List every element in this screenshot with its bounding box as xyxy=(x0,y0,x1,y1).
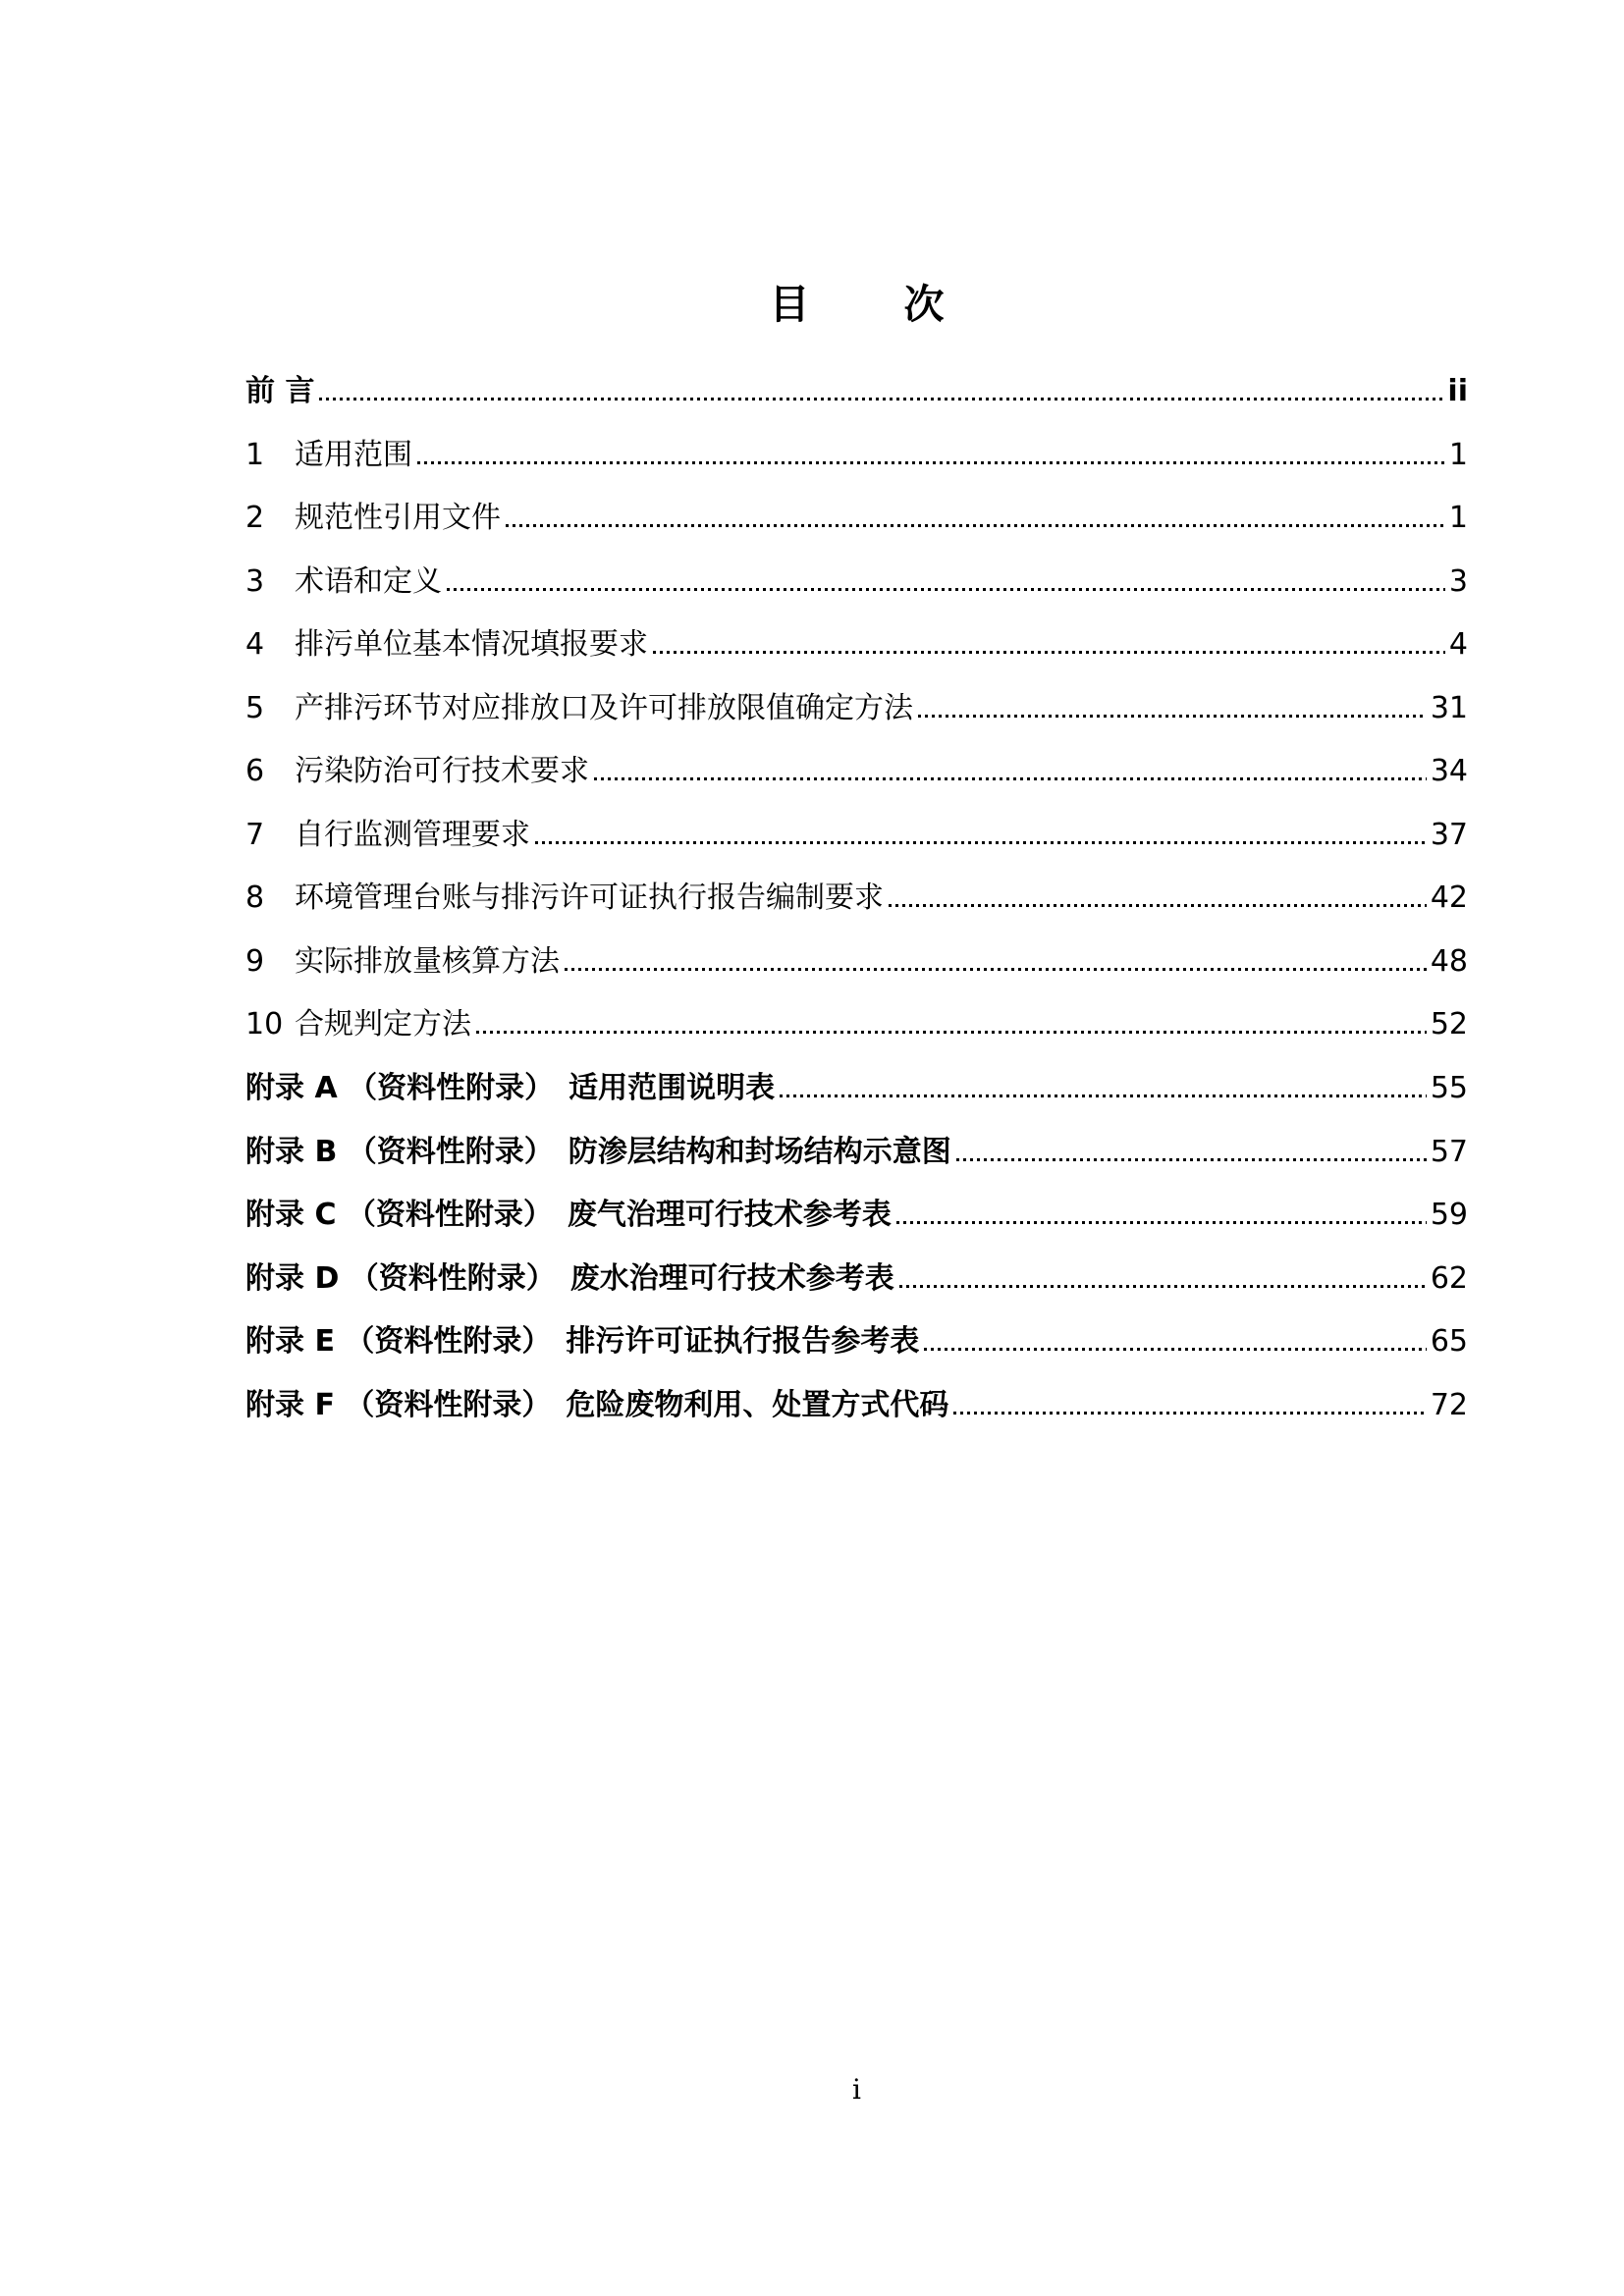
toc-entry-number: 7 xyxy=(245,817,265,852)
toc-dots-leader xyxy=(889,904,1427,907)
toc-entry-page-number: 55 xyxy=(1430,1071,1468,1106)
toc-entry-page-number: 37 xyxy=(1430,817,1468,852)
toc-dots-leader xyxy=(953,1412,1426,1415)
toc-entry-number: 1 xyxy=(245,437,265,472)
toc-entry-label: 附录 F （资料性附录） 危险废物利用、处置方式代码 xyxy=(245,1387,949,1422)
toc-entry-number: 3 xyxy=(245,563,265,599)
toc-entry-label: 附录 D （资料性附录） 废水治理可行技术参考表 xyxy=(245,1260,894,1296)
toc-dots-leader xyxy=(506,524,1445,527)
toc-entry xyxy=(245,690,1468,757)
toc-entry-page-number: 1 xyxy=(1448,437,1468,472)
toc-entry-label: 术语和定义 xyxy=(295,563,442,599)
toc-dots-leader xyxy=(899,1285,1427,1288)
toc-entry xyxy=(245,629,1468,693)
toc-entry-page-number: 42 xyxy=(1430,881,1468,916)
toc-entry xyxy=(245,1260,1468,1327)
toc-entry-label: 附录 C （资料性附录） 废气治理可行技术参考表 xyxy=(245,1198,892,1233)
page-title-char-second: 次 xyxy=(903,281,945,328)
toc-entry-label: 环境管理台账与排污许可证执行报告编制要求 xyxy=(295,881,884,916)
toc-entry-number: 6 xyxy=(245,754,265,789)
toc-entry-label: 附录 A （资料性附录） 适用范围说明表 xyxy=(245,1071,776,1106)
page-title-char-first: 目 xyxy=(769,281,810,328)
page-title xyxy=(245,281,1468,328)
toc-dots-leader xyxy=(956,1158,1427,1161)
toc-entry-label: 自行监测管理要求 xyxy=(295,817,530,852)
toc-dots-leader xyxy=(896,1221,1427,1224)
toc-dots-leader xyxy=(447,588,1445,591)
toc-entry xyxy=(245,882,1468,946)
toc-entry xyxy=(245,1326,1468,1390)
toc-entry-page-number: 65 xyxy=(1430,1324,1468,1360)
toc-entry-label: 附录 B （资料性附录） 防渗层结构和封场结构示意图 xyxy=(245,1134,951,1169)
toc-entry-page-number: 1 xyxy=(1448,501,1468,536)
toc-entry-number: 4 xyxy=(245,627,265,663)
toc-entry-label: 规范性引用文件 xyxy=(295,501,501,536)
toc-entry xyxy=(245,503,1468,566)
toc-entry-number: 2 xyxy=(245,501,265,536)
toc-entry-number: 8 xyxy=(245,881,265,916)
toc-entry-page-number: 72 xyxy=(1430,1387,1468,1422)
toc-entry xyxy=(245,1200,1468,1263)
toc-dots-leader xyxy=(417,461,1445,464)
toc-entry-page-number: 57 xyxy=(1430,1134,1468,1169)
toc-entry xyxy=(245,817,1468,883)
toc-dots-leader xyxy=(535,841,1427,844)
toc-entry xyxy=(245,1009,1468,1073)
toc-entry-label: 实际排放量核算方法 xyxy=(295,943,560,979)
toc-dots-leader xyxy=(924,1348,1426,1351)
toc-entry-number: 9 xyxy=(245,943,265,979)
toc-entry-page-number: 62 xyxy=(1430,1260,1468,1296)
toc-entry-page-number: 31 xyxy=(1430,690,1468,725)
toc-entry-label: 适用范围 xyxy=(295,437,412,472)
toc-entry-page-number: ii xyxy=(1447,374,1468,408)
toc-entry-page-number: 3 xyxy=(1448,563,1468,599)
toc-entry xyxy=(245,1073,1468,1137)
toc-dots-leader xyxy=(476,1031,1427,1034)
toc-dots-leader xyxy=(594,777,1427,780)
table-of-contents xyxy=(245,376,1468,1453)
toc-entry-page-number: 34 xyxy=(1430,754,1468,789)
toc-entry-number: 5 xyxy=(245,690,265,725)
toc-entry xyxy=(245,437,1468,504)
toc-entry xyxy=(245,563,1468,630)
toc-entry xyxy=(245,1134,1468,1201)
toc-dots-leader xyxy=(653,651,1445,654)
toc-entry xyxy=(245,1387,1468,1454)
toc-dots-leader xyxy=(319,398,1443,400)
toc-entry xyxy=(245,756,1468,820)
toc-entry-label: 污染防治可行技术要求 xyxy=(295,754,589,789)
toc-entry-page-number: 59 xyxy=(1430,1198,1468,1233)
toc-entry-label: 附录 E （资料性附录） 排污许可证执行报告参考表 xyxy=(245,1324,920,1360)
toc-entry-page-number: 4 xyxy=(1448,627,1468,663)
toc-entry-label: 排污单位基本情况填报要求 xyxy=(295,627,648,663)
toc-dots-leader xyxy=(918,715,1427,718)
toc-entry xyxy=(245,376,1468,440)
toc-entry-page-number: 48 xyxy=(1430,943,1468,979)
toc-dots-leader xyxy=(565,968,1427,971)
toc-entry-number: 10 xyxy=(245,1007,284,1042)
toc-entry-label: 前 言 xyxy=(245,374,315,408)
toc-entry xyxy=(245,943,1468,1010)
toc-dots-leader xyxy=(780,1095,1427,1097)
toc-entry-page-number: 52 xyxy=(1430,1007,1468,1042)
toc-entry-label: 产排污环节对应排放口及许可排放限值确定方法 xyxy=(295,690,913,725)
footer-page-number: i xyxy=(852,2073,861,2106)
toc-entry-label: 合规判定方法 xyxy=(295,1007,471,1042)
